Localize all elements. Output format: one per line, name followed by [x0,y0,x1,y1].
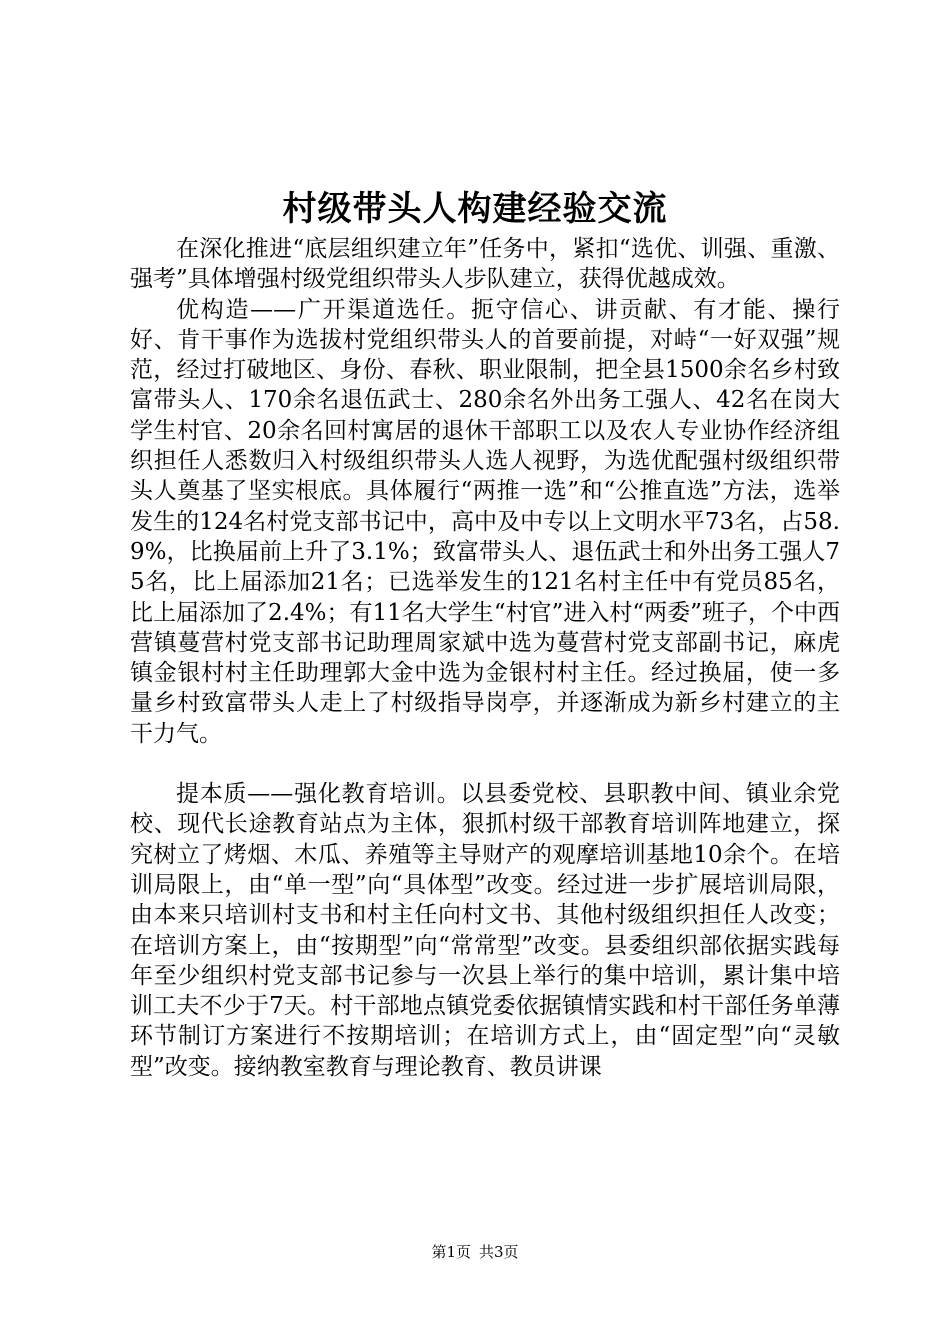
paragraph-selection: 优构造——广开渠道选任。扼守信心、讲贡献、有才能、操行好、肯干事作为选拔村党组织带头人的首要前提，对峙“一好双强”规范，经过打破地区、身份、春秋、职业限制，把全县1500余名乡村致富带头人、170余名退伍武士、280余名外出务工强人、42名在岗大学生村官、20余名回村寓居的退休干部职工以及农人专业协作经济组织担任人悉数归入村级组织带头人选人视野，为选优配强村级组织带头人奠基了坚实根底。具体履行“两推一选”和“公推直选”方法，选举发生的124名村党支部书记中，高中及中专以上文明水平73名，占58.9%，比换届前上升了3.1%；致富带头人、退伍武士和外出务工强人75名，比上届添加21名；已选举发生的121名村主任中有党员85名，比上届添加了2.4%；有11名大学生“村官”进入村“两委”班子，个中西营镇蔓营村党支部书记助理周家斌中选为蔓营村党支部副书记，麻虎镇金银村村主任助理郭大金中选为金银村村主任。经过换届，使一多量乡村致富带头人走上了村级指导岗亭，并逐渐成为新乡村建立的主干力气。 [130,296,840,747]
document-title: 村级带头人构建经验交流 [282,189,668,229]
page-number: 第1页 [431,1243,471,1261]
page-footer [0,1241,950,1263]
paragraph-training: 提本质——强化教育培训。以县委党校、县职教中间、镇业余党校、现代长途教育站点为主体，狠抓村级干部教育培训阵地建立，探究树立了烤烟、木瓜、养殖等主导财产的观摩培训基地10余个。在培训局限上，由“单一型”向“具体型”改变。经过进一步扩展培训局限，由本来只培训村支书和村主任向村文书、其他村级组织担任人改变；在培训方案上，由“按期型”向“常常型”改变。县委组织部依据实践每年至少组织村党支部书记参与一次县上举行的集中培训，累计集中培训工夫不少于7天。村干部地点镇党委依据镇情实践和村干部任务单薄环节制订方案进行不按期培训；在培训方式上，由“固定型”向“灵敏型”改变。接纳教室教育与理论教育、教员讲课 [130,781,840,1080]
paragraph-intro: 在深化推进“底层组织建立年”任务中，紧扣“选优、训强、重激、强考”具体增强村级党组织带头人步队建立，获得优越成效。 [130,236,840,293]
page-total: 共3页 [479,1243,519,1261]
document-body [130,234,840,1082]
